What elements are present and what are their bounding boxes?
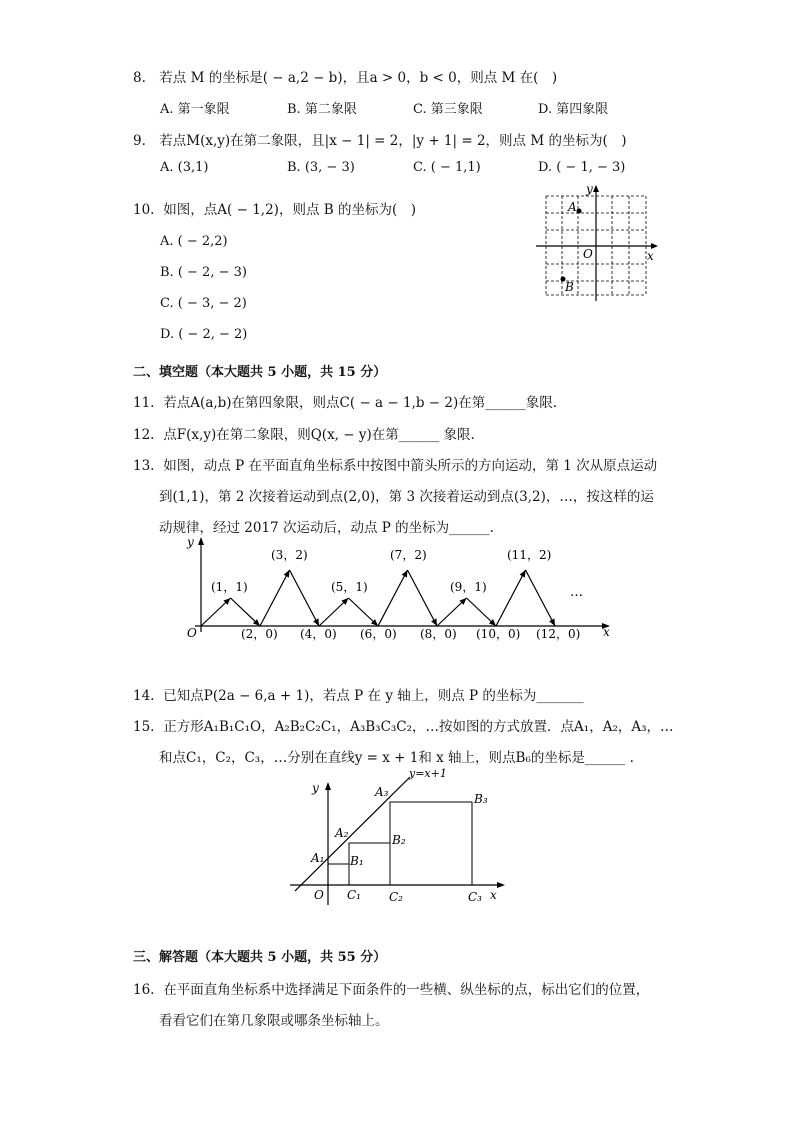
label-y: y xyxy=(187,535,194,549)
question-13 xyxy=(133,454,657,474)
question-text-line: 看看它们在第几象限或哪条坐标轴上。 xyxy=(159,1013,389,1029)
motion-segment xyxy=(408,570,438,626)
motion-figure xyxy=(180,532,620,647)
question-text: 若点 M 的坐标是( − a,2 − b)，且a > 0，b < 0，则点 M 在( ) xyxy=(159,70,558,86)
motion-segment xyxy=(349,598,379,626)
point-label-12-0: (12，0) xyxy=(536,627,581,641)
option-d: D. 第四象限 xyxy=(538,102,609,117)
question-11 xyxy=(133,391,557,411)
question-number: 14. xyxy=(133,688,155,704)
option-d: D. ( − 2, − 2) xyxy=(160,327,248,342)
square-1 xyxy=(328,864,349,885)
label-a1: A₁ xyxy=(311,851,325,865)
grid-figure xyxy=(536,183,666,303)
label-a: A xyxy=(568,200,577,214)
label-o: O xyxy=(187,626,197,640)
label-o: O xyxy=(583,247,593,261)
option-b: B. ( − 2, − 3) xyxy=(160,265,247,280)
point-a xyxy=(577,209,582,214)
question-text: 点F(x,y)在第二象限，则Q(x, − y)在第______ 象限. xyxy=(163,427,475,443)
question-9 xyxy=(133,129,627,149)
question-10 xyxy=(133,198,416,218)
label-x: x xyxy=(603,625,610,639)
ellipsis: … xyxy=(570,585,583,600)
option-b: B. 第二象限 xyxy=(287,102,357,117)
question-number: 8. xyxy=(133,70,146,86)
question-number: 9. xyxy=(133,133,146,149)
label-b1: B₁ xyxy=(350,854,364,868)
option-a: A. ( − 2,2) xyxy=(160,234,228,249)
question-text: 若点A(a,b)在第四象限，则点C( − a − 1,b − 2)在第______象限. xyxy=(163,395,558,411)
question-number: 16. xyxy=(133,982,155,998)
point-label-8-0: (8，0) xyxy=(420,627,457,641)
question-12 xyxy=(133,423,475,443)
label-y: y xyxy=(312,781,319,795)
label-a3: A₃ xyxy=(375,785,389,799)
question-text-line: 正方形A₁B₁C₁O，A₂B₂C₂C₁，A₃B₃C₃C₂，…按如图的方式放置．点A₁，A₂，A₃，… xyxy=(163,719,674,735)
question-text: 若点M(x,y)在第二象限，且|x − 1| = 2，|y + 1| = 2，则点 M 的坐标为( ) xyxy=(159,133,627,149)
y-axis-arrow xyxy=(593,185,599,192)
point-label-7-2: (7，2) xyxy=(390,548,427,562)
y-axis-arrow xyxy=(198,537,204,545)
label-b3: B₃ xyxy=(474,792,488,806)
question-14 xyxy=(133,684,584,704)
option-c: C. ( − 1,1) xyxy=(413,160,481,175)
option-c: C. 第三象限 xyxy=(413,102,483,117)
point-label-11-2: (11，2) xyxy=(507,548,552,562)
label-y: y xyxy=(586,183,593,196)
question-text-line: 如图，动点 P 在平面直角坐标系中按图中箭头所示的方向运动，第 1 次从原点运动 xyxy=(163,458,658,474)
label-b2: B₂ xyxy=(392,833,406,847)
point-label-4-0: (4，0) xyxy=(300,627,337,641)
question-text: 如图，点A( − 1,2)，则点 B 的坐标为( ) xyxy=(163,202,416,218)
question-text-line: 在平面直角坐标系中选择满足下面条件的一些横、纵坐标的点，标出它们的位置， xyxy=(163,982,650,998)
label-x: x xyxy=(647,249,654,263)
point-label-9-1: (9，1) xyxy=(450,580,487,594)
question-number: 12. xyxy=(133,427,155,443)
label-o: O xyxy=(314,888,324,902)
point-label-2-0: (2，0) xyxy=(241,627,278,641)
question-text: 已知点P(2a − 6,a + 1)，若点 P 在 y 轴上，则点 P 的坐标为_______ xyxy=(163,688,584,704)
question-text-line: 动规律，经过 2017 次运动后，动点 P 的坐标为______. xyxy=(159,520,494,536)
label-b: B xyxy=(565,280,574,294)
point-label-3-2: (3，2) xyxy=(271,548,308,562)
point-label-6-0: (6，0) xyxy=(360,627,397,641)
question-text-line: 到(1,1)，第 2 次接着运动到点(2,0)，第 3 次接着运动到点(3,2)，…，按这样的运 xyxy=(159,489,654,505)
motion-segment xyxy=(526,570,556,626)
label-c1: C₁ xyxy=(347,888,361,902)
motion-segment xyxy=(437,598,467,626)
option-a: A. 第一象限 xyxy=(160,102,230,117)
label-c2: C₂ xyxy=(389,890,403,904)
motion-segment xyxy=(378,570,408,626)
motion-path xyxy=(201,570,555,626)
question-number: 10. xyxy=(133,202,155,218)
line-label: y=x+1 xyxy=(409,767,447,780)
x-axis-arrow xyxy=(497,882,505,888)
question-number: 11. xyxy=(133,395,155,411)
section-heading: 二、填空题（本大题共 5 小题，共 15 分） xyxy=(133,365,387,380)
question-15 xyxy=(133,715,674,735)
label-a2: A₂ xyxy=(335,826,349,840)
motion-segment xyxy=(260,570,290,626)
point-label-5-1: (5，1) xyxy=(331,580,368,594)
squares-figure xyxy=(285,765,515,910)
label-c3: C₃ xyxy=(468,890,482,904)
question-number: 13. xyxy=(133,458,155,474)
option-a: A. (3,1) xyxy=(160,160,209,175)
question-number: 15. xyxy=(133,719,155,735)
motion-segment xyxy=(467,598,497,626)
section-heading: 三、解答题（本大题共 5 小题，共 55 分） xyxy=(133,950,387,965)
point-label-1-1: (1，1) xyxy=(211,580,248,594)
motion-segment xyxy=(496,570,526,626)
point-label-10-0: (10，0) xyxy=(476,627,521,641)
option-c: C. ( − 3, − 2) xyxy=(160,296,247,311)
option-d: D. ( − 1, − 3) xyxy=(538,160,626,175)
question-16 xyxy=(133,978,649,998)
motion-segment xyxy=(201,598,231,626)
motion-segment xyxy=(319,598,349,626)
motion-segment xyxy=(231,598,261,626)
option-b: B. (3, − 3) xyxy=(287,160,355,175)
question-8 xyxy=(133,66,557,86)
motion-segment xyxy=(290,570,320,626)
label-x: x xyxy=(490,888,497,902)
question-text-line: 和点C₁，C₂，C₃，…分别在直线y = x + 1和 x 轴上，则点B₆的坐标是______ . xyxy=(159,750,634,766)
y-axis-arrow xyxy=(325,782,331,790)
